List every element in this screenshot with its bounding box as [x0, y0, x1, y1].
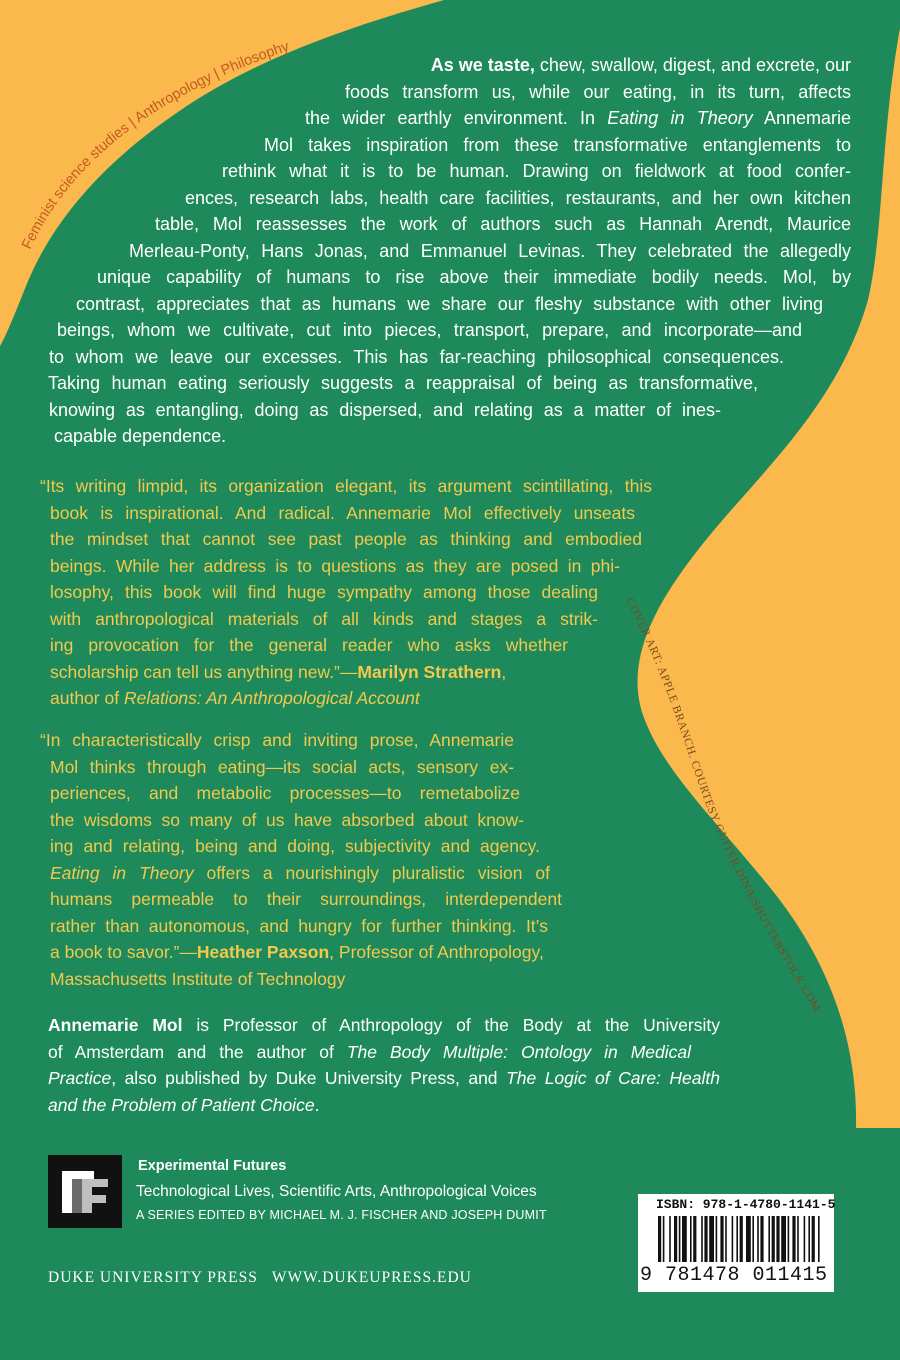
barcode-bar — [812, 1216, 815, 1262]
bio-text: of Amsterdam and the author of — [48, 1041, 347, 1062]
quote-line: humans permeable to their surroundings, interdependent — [50, 889, 562, 909]
quote-line: book is inspirational. And radical. Annemarie Mol effectively unseats — [50, 502, 635, 523]
barcode-bar — [768, 1216, 770, 1262]
quote-text: offers a nourishingly pluralistic vision of — [193, 862, 550, 883]
book-title: Practice — [48, 1068, 112, 1088]
bio-line — [48, 1039, 691, 1066]
series-title: Experimental Futures — [138, 1158, 287, 1174]
barcode-bar — [720, 1216, 723, 1262]
quote-line — [50, 860, 550, 887]
quote-line: the mindset that cannot see past people as thinking and embodied — [50, 529, 642, 549]
quote-line: rather than autonomous, and hungry for further thinking. It’s — [50, 915, 548, 936]
barcode-bar — [746, 1216, 751, 1262]
publisher-line — [48, 1269, 472, 1287]
quote-line: Mol thinks through eating—its social acts, sensory ex- — [50, 756, 514, 777]
blurb-line — [40, 52, 851, 79]
barcode-bar — [792, 1216, 795, 1262]
blurb-line: foods transform us, while our eating, in its turn, affects — [345, 81, 851, 102]
quote-line: with anthropological materials of all kinds and stages a strik- — [50, 608, 598, 629]
barcode-bar — [788, 1216, 790, 1262]
endorser-name: Heather Paxson — [196, 942, 330, 962]
barcode-bar — [690, 1216, 692, 1262]
quote-line: losophy, this book will find huge sympathy among those dealing — [50, 582, 598, 602]
isbn-number: ISBN: 978-1-4780-1141-5 — [656, 1197, 836, 1212]
cover-art-credit-text: COVER ART: APPLE BRANCH. COURTESY GUITER DINA/SHUTTERSTOCK.COM — [623, 595, 823, 1015]
blurb-line: table, Mol reassesses the work of authors such as Hannah Arendt, Maurice — [155, 214, 851, 234]
barcode-bar — [772, 1216, 775, 1262]
barcode-bar — [679, 1216, 681, 1262]
description-blurb — [40, 52, 851, 450]
blurb-line — [305, 105, 851, 132]
quote-line — [50, 939, 596, 966]
barcode-bar — [760, 1216, 763, 1262]
blurb-line: Taking human eating seriously suggests a reappraisal of being as transformative, — [48, 373, 758, 393]
barcode-bar — [725, 1216, 727, 1262]
bio-text: . — [314, 1094, 320, 1115]
barcode-bar — [781, 1216, 786, 1262]
quote-text: , — [501, 661, 507, 682]
blurb-line: to whom we leave our excesses. This has far-reaching philosophical consequences. — [49, 346, 784, 367]
quote-line: “Its writing limpid, its organization elegant, its argument scintillating, this — [40, 476, 652, 496]
quote-line: ing provocation for the general reader who asks whether — [50, 635, 568, 655]
barcode-bar — [701, 1216, 703, 1262]
quote-line: ing and relating, being and doing, subjectivity and agency. — [50, 836, 540, 856]
barcode-bar — [716, 1216, 718, 1262]
experimental-futures-logo-icon — [48, 1155, 122, 1228]
bio-text: is Professor of Anthropology of the Body at the University — [182, 1015, 720, 1035]
barcode-bar — [752, 1216, 754, 1262]
barcode-bar — [818, 1216, 820, 1262]
book-title: Relations: An Anthropological Account — [123, 688, 420, 708]
blurb-text: the wider earthly environment. In — [305, 108, 608, 128]
book-title: Eating in Theory — [50, 862, 194, 883]
series-editors: A SERIES EDITED BY MICHAEL M. J. FISCHER AND JOSEPH DUMIT — [136, 1208, 547, 1222]
bio-line — [48, 1012, 720, 1039]
blurb-line: knowing as entangling, doing as dispersed, and relating as a matter of ines- — [49, 399, 721, 420]
series-subtitle: Technological Lives, Scientific Arts, Anthropological Voices — [136, 1183, 537, 1200]
bio-line — [48, 1065, 720, 1092]
quote-line: “In characteristically crisp and inviting prose, Annemarie — [40, 730, 514, 750]
bio-line — [48, 1092, 720, 1119]
blurb-line: capable dependence. — [54, 426, 227, 446]
quote-line: beings. While her address is to questions as they are posed in phi- — [50, 555, 620, 576]
publisher-name: DUKE UNIVERSITY PRESS — [48, 1269, 258, 1286]
endorsement-strathern — [40, 473, 652, 712]
barcode-bar — [776, 1216, 779, 1262]
endorser-name: Marilyn Strathern — [357, 661, 502, 682]
quote-text: , Professor of Anthropology, — [329, 942, 544, 962]
blurb-line: ences, research labs, health care facilities, restaurants, and her own kitchen — [185, 187, 851, 208]
barcode-bar — [732, 1216, 734, 1262]
blurb-line: Merleau-Ponty, Hans Jonas, and Emmanuel Levinas. They celebrated the allegedly — [129, 240, 851, 261]
barcode-bar — [740, 1216, 743, 1262]
quote-text: scholarship can tell us anything new.”— — [50, 661, 358, 682]
blurb-lead: As we taste, — [430, 55, 535, 75]
barcode-bar — [797, 1216, 799, 1262]
book-title: and the Problem of Patient Choice — [48, 1094, 315, 1115]
quote-text: author of — [50, 688, 124, 708]
barcode-bar — [693, 1216, 696, 1262]
bio-text: , also published by Duke University Press, and — [111, 1068, 507, 1088]
quote-line: the wisdoms so many of us have absorbed about know- — [50, 809, 524, 830]
book-title: The Logic of Care: Health — [506, 1068, 721, 1088]
author-name: Annemarie Mol — [48, 1015, 183, 1035]
blurb-line: rethink what it is to be human. Drawing on fieldwork at food confer- — [222, 161, 851, 181]
barcode-bar — [682, 1216, 687, 1262]
quote-line — [50, 685, 652, 712]
barcode-bar — [674, 1216, 677, 1262]
blurb-text: chew, swallow, digest, and excrete, our — [534, 55, 851, 75]
barcode-bar — [663, 1216, 665, 1262]
barcode-bar — [658, 1216, 661, 1262]
quote-text: a book to savor.”— — [50, 942, 197, 962]
blurb-line: unique capability of humans to rise above their immediate bodily needs. Mol, by — [97, 267, 851, 287]
barcode-bar — [736, 1216, 738, 1262]
barcode-bar — [709, 1216, 714, 1262]
barcode-bar — [669, 1216, 671, 1262]
category-text: Feminist science studies | Anthropology | Philosophy — [19, 38, 292, 252]
barcode-bar — [757, 1216, 759, 1262]
barcode-bar — [704, 1216, 707, 1262]
endorsement-paxson — [40, 727, 596, 992]
publisher-url[interactable]: WWW.DUKEUPRESS.EDU — [271, 1269, 472, 1286]
blurb-line: contrast, appreciates that as humans we share our fleshy substance with other living — [76, 293, 823, 314]
quote-line: periences, and metabolic processes—to remetabolize — [50, 783, 520, 803]
blurb-text: Annemarie — [752, 108, 852, 128]
book-title: The Body Multiple: Ontology in Medical — [346, 1041, 691, 1062]
blurb-line: beings, whom we cultivate, cut into pieces, transport, prepare, and incorporate—and — [57, 320, 802, 340]
author-bio — [48, 1012, 720, 1118]
blurb-line: Mol takes inspiration from these transformative entanglements to — [264, 134, 851, 155]
quote-line — [50, 659, 652, 686]
barcode-bar — [808, 1216, 810, 1262]
quote-line: Massachusetts Institute of Technology — [50, 968, 346, 989]
barcode-bar — [804, 1216, 806, 1262]
book-title: Eating in Theory — [607, 108, 753, 128]
barcode-digits: 9 781478 011415 — [640, 1264, 828, 1287]
